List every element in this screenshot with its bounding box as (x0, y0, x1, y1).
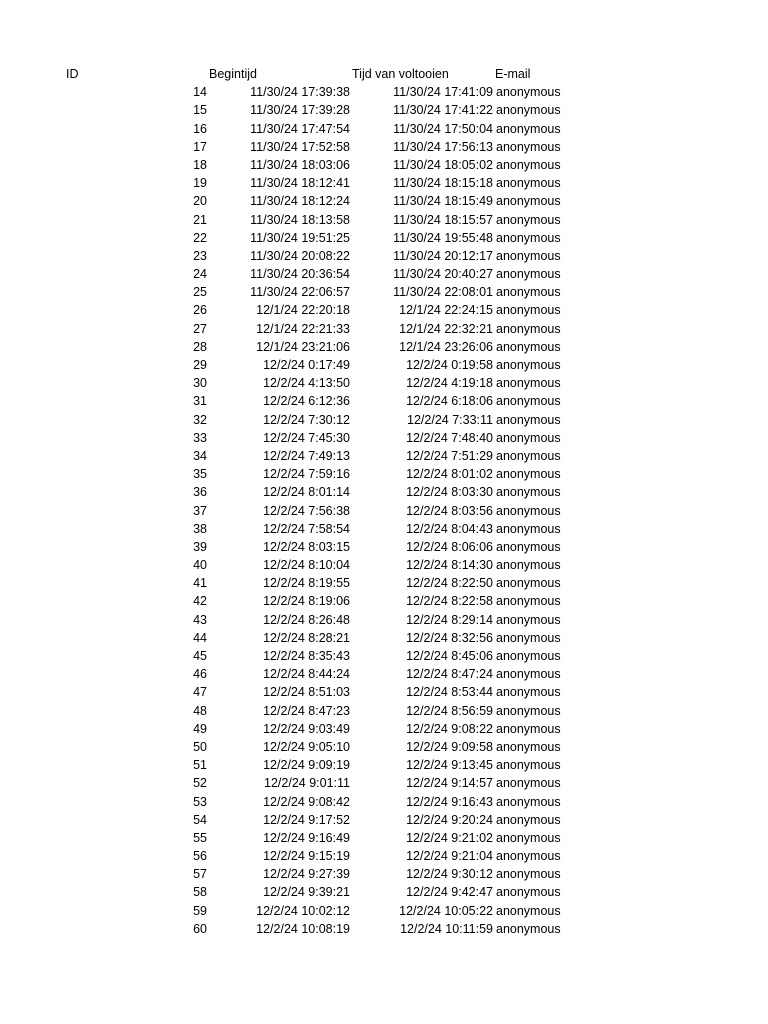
cell-id: 18 (193, 157, 207, 172)
cell-tijd-van-voltooien: 11/30/24 18:15:18 (393, 176, 493, 191)
cell-email: anonymous (496, 503, 561, 518)
table-row (0, 101, 768, 119)
cell-email: anonymous (496, 903, 561, 918)
table-row (0, 211, 768, 229)
table-row (0, 793, 768, 811)
cell-begintijd: 12/2/24 10:08:19 (256, 921, 350, 936)
cell-tijd-van-voltooien: 11/30/24 20:40:27 (393, 267, 493, 282)
cell-email: anonymous (496, 121, 561, 136)
cell-tijd-van-voltooien: 11/30/24 17:41:09 (393, 85, 493, 100)
cell-begintijd: 12/2/24 0:17:49 (263, 358, 350, 372)
cell-tijd-van-voltooien: 12/2/24 9:09:58 (406, 739, 493, 754)
cell-begintijd: 12/2/24 9:16:49 (263, 830, 350, 845)
table-row (0, 265, 768, 283)
cell-id: 36 (193, 485, 207, 500)
cell-email: anonymous (496, 558, 561, 573)
cell-id: 51 (193, 758, 207, 773)
cell-id: 59 (193, 903, 207, 918)
cell-begintijd: 12/2/24 6:12:36 (263, 394, 350, 409)
table-row (0, 502, 768, 520)
table-row (0, 338, 768, 356)
cell-tijd-van-voltooien: 12/1/24 22:32:21 (399, 321, 493, 336)
cell-id: 42 (193, 594, 207, 609)
cell-tijd-van-voltooien: 11/30/24 22:08:01 (393, 285, 493, 300)
cell-begintijd: 12/2/24 7:45:30 (263, 430, 350, 445)
cell-begintijd: 12/2/24 8:10:04 (263, 558, 350, 573)
cell-id: 27 (193, 321, 207, 336)
cell-id: 40 (193, 558, 207, 573)
table-row (0, 520, 768, 538)
cell-begintijd: 11/30/24 18:03:06 (250, 157, 350, 172)
cell-email: anonymous (496, 448, 561, 463)
cell-tijd-van-voltooien: 11/30/24 19:55:48 (393, 230, 493, 245)
cell-tijd-van-voltooien: 12/2/24 9:13:45 (406, 758, 493, 773)
cell-email: anonymous (496, 303, 561, 318)
cell-tijd-van-voltooien: 11/30/24 18:15:49 (393, 194, 493, 209)
cell-id: 45 (193, 649, 207, 663)
cell-begintijd: 11/30/24 20:08:22 (250, 248, 350, 263)
data-table (0, 65, 768, 938)
cell-id: 20 (193, 194, 207, 209)
cell-id: 52 (193, 776, 207, 791)
cell-email: anonymous (496, 285, 561, 300)
table-row (0, 83, 768, 101)
cell-id: 22 (193, 230, 207, 245)
cell-tijd-van-voltooien: 12/2/24 8:45:06 (406, 649, 493, 663)
table-row (0, 811, 768, 829)
cell-begintijd: 12/2/24 8:03:15 (263, 539, 350, 554)
table-row (0, 847, 768, 865)
cell-email: anonymous (496, 139, 561, 154)
cell-id: 37 (193, 503, 207, 518)
cell-begintijd: 12/2/24 8:51:03 (263, 685, 350, 700)
table-row (0, 356, 768, 374)
cell-tijd-van-voltooien: 12/2/24 7:33:11 (407, 412, 493, 427)
table-row (0, 229, 768, 247)
cell-tijd-van-voltooien: 11/30/24 18:15:57 (393, 212, 493, 227)
table-row (0, 283, 768, 301)
cell-tijd-van-voltooien: 12/2/24 8:06:06 (406, 539, 493, 554)
cell-email: anonymous (496, 630, 561, 645)
cell-id: 24 (193, 267, 207, 282)
table-row (0, 702, 768, 720)
cell-id: 55 (193, 830, 207, 845)
cell-tijd-van-voltooien: 12/2/24 6:18:06 (406, 394, 493, 409)
cell-id: 23 (193, 248, 207, 263)
cell-begintijd: 12/2/24 8:44:24 (263, 667, 350, 682)
cell-id: 50 (193, 739, 207, 754)
cell-id: 46 (193, 667, 207, 682)
cell-id: 33 (193, 430, 207, 445)
cell-id: 32 (193, 412, 207, 427)
cell-email: anonymous (496, 212, 561, 227)
cell-tijd-van-voltooien: 11/30/24 18:05:02 (393, 157, 493, 172)
cell-email: anonymous (496, 830, 561, 845)
table-row (0, 574, 768, 592)
table-row (0, 720, 768, 738)
table-row (0, 738, 768, 756)
table-row (0, 665, 768, 683)
table-row (0, 411, 768, 429)
table-row (0, 611, 768, 629)
cell-tijd-van-voltooien: 12/2/24 9:42:47 (406, 885, 493, 900)
table-row (0, 629, 768, 647)
cell-email: anonymous (496, 230, 561, 245)
table-row (0, 556, 768, 574)
table-row (0, 374, 768, 392)
header-begintijd: Begintijd (209, 67, 257, 81)
cell-tijd-van-voltooien: 12/2/24 8:32:56 (406, 630, 493, 645)
table-row (0, 483, 768, 501)
cell-tijd-van-voltooien: 12/2/24 8:56:59 (406, 703, 493, 718)
cell-tijd-van-voltooien: 11/30/24 17:41:22 (393, 103, 493, 118)
cell-tijd-van-voltooien: 12/2/24 8:01:02 (406, 467, 493, 482)
cell-begintijd: 12/2/24 8:19:06 (263, 594, 350, 609)
cell-email: anonymous (496, 394, 561, 409)
cell-begintijd: 11/30/24 17:47:54 (250, 121, 350, 136)
cell-tijd-van-voltooien: 11/30/24 17:50:04 (393, 121, 493, 136)
cell-email: anonymous (496, 576, 561, 591)
cell-email: anonymous (496, 248, 561, 263)
cell-id: 17 (193, 139, 207, 154)
cell-tijd-van-voltooien: 12/2/24 9:30:12 (406, 867, 493, 882)
table-row (0, 902, 768, 920)
cell-tijd-van-voltooien: 11/30/24 20:12:17 (393, 248, 493, 263)
table-row (0, 429, 768, 447)
cell-email: anonymous (496, 267, 561, 282)
cell-id: 58 (193, 885, 207, 900)
cell-id: 54 (193, 812, 207, 827)
cell-begintijd: 12/2/24 9:27:39 (263, 867, 350, 882)
table-row (0, 138, 768, 156)
cell-begintijd: 12/2/24 9:05:10 (263, 739, 350, 754)
table-row (0, 156, 768, 174)
cell-email: anonymous (496, 885, 561, 900)
cell-begintijd: 12/2/24 8:01:14 (263, 485, 350, 500)
table-row (0, 120, 768, 138)
table-row (0, 774, 768, 792)
table-row (0, 920, 768, 938)
header-tijd-van-voltooien: Tijd van voltooien (352, 67, 449, 81)
cell-begintijd: 12/2/24 8:35:43 (263, 649, 350, 663)
cell-email: anonymous (496, 521, 561, 536)
cell-email: anonymous (496, 430, 561, 445)
cell-id: 31 (193, 394, 207, 409)
cell-id: 35 (193, 467, 207, 482)
cell-begintijd: 11/30/24 22:06:57 (250, 285, 350, 300)
cell-id: 48 (193, 703, 207, 718)
table-row (0, 174, 768, 192)
cell-email: anonymous (496, 667, 561, 682)
cell-begintijd: 12/2/24 9:09:19 (263, 758, 350, 773)
cell-email: anonymous (496, 649, 561, 663)
cell-email: anonymous (496, 612, 561, 627)
cell-email: anonymous (496, 412, 561, 427)
cell-id: 30 (193, 376, 207, 391)
cell-tijd-van-voltooien: 12/2/24 9:21:02 (406, 830, 493, 845)
header-id: ID (66, 67, 79, 81)
cell-email: anonymous (496, 467, 561, 482)
cell-email: anonymous (496, 539, 561, 554)
cell-begintijd: 12/2/24 9:03:49 (263, 721, 350, 736)
cell-id: 49 (193, 721, 207, 736)
cell-begintijd: 12/2/24 8:47:23 (263, 703, 350, 718)
cell-tijd-van-voltooien: 12/2/24 8:04:43 (406, 521, 493, 536)
cell-tijd-van-voltooien: 11/30/24 17:56:13 (393, 139, 493, 154)
cell-tijd-van-voltooien: 12/2/24 9:14:57 (406, 776, 493, 791)
cell-tijd-van-voltooien: 12/2/24 8:47:24 (406, 667, 493, 682)
cell-email: anonymous (496, 176, 561, 191)
cell-begintijd: 11/30/24 19:51:25 (250, 230, 350, 245)
cell-begintijd: 12/2/24 9:39:21 (263, 885, 350, 900)
cell-tijd-van-voltooien: 12/2/24 8:22:58 (406, 594, 493, 609)
cell-tijd-van-voltooien: 12/2/24 10:05:22 (399, 903, 493, 918)
cell-begintijd: 12/2/24 9:01:11 (264, 776, 350, 791)
cell-tijd-van-voltooien: 12/2/24 9:20:24 (406, 812, 493, 827)
cell-tijd-van-voltooien: 12/2/24 8:22:50 (406, 576, 493, 591)
cell-id: 15 (193, 103, 207, 118)
cell-begintijd: 12/2/24 8:19:55 (263, 576, 350, 591)
cell-email: anonymous (496, 485, 561, 500)
cell-tijd-van-voltooien: 12/2/24 7:51:29 (406, 448, 493, 463)
cell-tijd-van-voltooien: 12/2/24 9:08:22 (406, 721, 493, 736)
cell-id: 39 (193, 539, 207, 554)
table-row (0, 592, 768, 610)
cell-begintijd: 12/2/24 7:56:38 (263, 503, 350, 518)
cell-tijd-van-voltooien: 12/1/24 22:24:15 (399, 303, 493, 318)
cell-begintijd: 12/2/24 7:30:12 (263, 412, 350, 427)
cell-email: anonymous (496, 867, 561, 882)
cell-tijd-van-voltooien: 12/2/24 10:11:59 (400, 921, 493, 936)
cell-begintijd: 12/2/24 9:15:19 (263, 849, 350, 864)
cell-begintijd: 12/1/24 22:20:18 (256, 303, 350, 318)
cell-id: 16 (193, 121, 207, 136)
cell-id: 14 (193, 85, 207, 100)
cell-tijd-van-voltooien: 12/2/24 8:53:44 (406, 685, 493, 700)
cell-begintijd: 11/30/24 17:39:38 (250, 85, 350, 100)
cell-tijd-van-voltooien: 12/1/24 23:26:06 (399, 339, 493, 354)
cell-email: anonymous (496, 358, 561, 372)
cell-tijd-van-voltooien: 12/2/24 9:21:04 (406, 849, 493, 864)
cell-begintijd: 12/2/24 9:17:52 (263, 812, 350, 827)
cell-id: 28 (193, 339, 207, 354)
cell-email: anonymous (496, 721, 561, 736)
cell-tijd-van-voltooien: 12/2/24 8:03:56 (406, 503, 493, 518)
cell-email: anonymous (496, 739, 561, 754)
table-row (0, 465, 768, 483)
cell-email: anonymous (496, 758, 561, 773)
cell-email: anonymous (496, 103, 561, 118)
cell-id: 19 (193, 176, 207, 191)
cell-begintijd: 12/1/24 23:21:06 (256, 339, 350, 354)
cell-email: anonymous (496, 194, 561, 209)
cell-begintijd: 11/30/24 18:13:58 (250, 212, 350, 227)
cell-email: anonymous (496, 339, 561, 354)
header-email: E-mail (495, 67, 531, 81)
cell-id: 56 (193, 849, 207, 864)
cell-id: 57 (193, 867, 207, 882)
cell-id: 25 (193, 285, 207, 300)
cell-begintijd: 12/2/24 9:08:42 (263, 794, 350, 809)
cell-email: anonymous (496, 685, 561, 700)
cell-email: anonymous (496, 157, 561, 172)
table-row (0, 392, 768, 410)
table-row (0, 829, 768, 847)
cell-begintijd: 12/2/24 7:58:54 (263, 521, 350, 536)
cell-begintijd: 12/2/24 10:02:12 (256, 903, 350, 918)
cell-tijd-van-voltooien: 12/2/24 9:16:43 (406, 794, 493, 809)
cell-begintijd: 11/30/24 18:12:24 (250, 194, 350, 209)
cell-email: anonymous (496, 321, 561, 336)
table-row (0, 756, 768, 774)
cell-id: 38 (193, 521, 207, 536)
cell-email: anonymous (496, 776, 561, 791)
cell-tijd-van-voltooien: 12/2/24 8:14:30 (406, 558, 493, 573)
table-row (0, 683, 768, 701)
cell-tijd-van-voltooien: 12/2/24 4:19:18 (406, 376, 493, 391)
cell-id: 60 (193, 921, 207, 936)
cell-tijd-van-voltooien: 12/2/24 7:48:40 (406, 430, 493, 445)
table-row (0, 647, 768, 665)
cell-id: 44 (193, 630, 207, 645)
cell-begintijd: 12/2/24 8:26:48 (263, 612, 350, 627)
cell-begintijd: 12/2/24 7:59:16 (263, 467, 350, 482)
table-row (0, 301, 768, 319)
cell-begintijd: 12/2/24 7:49:13 (263, 448, 350, 463)
table-row (0, 883, 768, 901)
cell-id: 29 (193, 358, 207, 372)
cell-tijd-van-voltooien: 12/2/24 8:29:14 (406, 612, 493, 627)
table-row (0, 447, 768, 465)
cell-id: 41 (193, 576, 207, 591)
cell-tijd-van-voltooien: 12/2/24 0:19:58 (406, 358, 493, 372)
cell-email: anonymous (496, 703, 561, 718)
table-row (0, 320, 768, 338)
cell-begintijd: 11/30/24 17:52:58 (250, 139, 350, 154)
cell-id: 34 (193, 448, 207, 463)
cell-id: 26 (193, 303, 207, 318)
table-body (0, 83, 768, 938)
cell-id: 47 (193, 685, 207, 700)
cell-email: anonymous (496, 794, 561, 809)
cell-email: anonymous (496, 849, 561, 864)
cell-id: 53 (193, 794, 207, 809)
cell-email: anonymous (496, 376, 561, 391)
cell-email: anonymous (496, 921, 561, 936)
table-row (0, 192, 768, 210)
cell-begintijd: 12/2/24 8:28:21 (263, 630, 350, 645)
table-row (0, 865, 768, 883)
cell-email: anonymous (496, 594, 561, 609)
cell-email: anonymous (496, 812, 561, 827)
cell-id: 43 (193, 612, 207, 627)
cell-begintijd: 12/1/24 22:21:33 (256, 321, 350, 336)
cell-begintijd: 12/2/24 4:13:50 (263, 376, 350, 391)
table-row (0, 538, 768, 556)
table-row (0, 247, 768, 265)
cell-id: 21 (193, 212, 207, 227)
cell-begintijd: 11/30/24 17:39:28 (250, 103, 350, 118)
cell-tijd-van-voltooien: 12/2/24 8:03:30 (406, 485, 493, 500)
table-header-row (0, 65, 768, 83)
cell-begintijd: 11/30/24 18:12:41 (250, 176, 350, 191)
cell-email: anonymous (496, 85, 561, 100)
cell-begintijd: 11/30/24 20:36:54 (250, 267, 350, 282)
